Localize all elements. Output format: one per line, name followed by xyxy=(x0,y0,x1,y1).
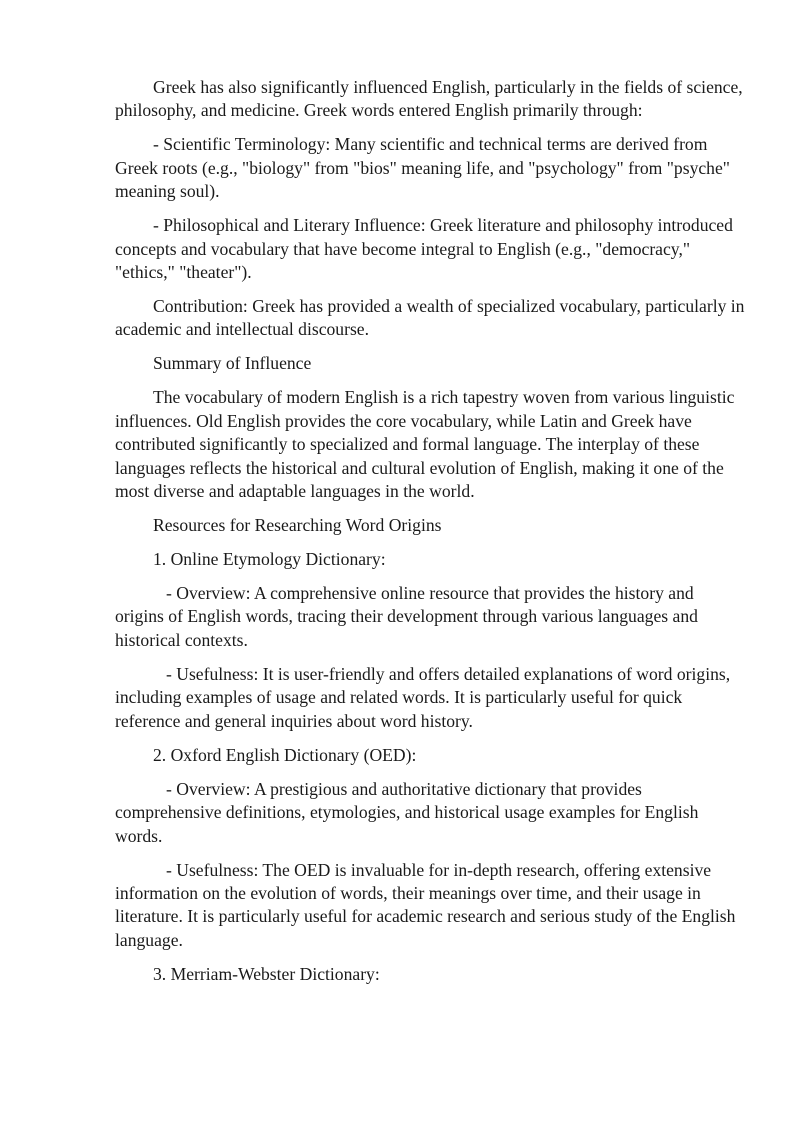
paragraph-etymology-usefulness: - Usefulness: It is user-friendly and offers detailed explanations of word origins, including examples of usage and related words. It is particularly useful for quick reference and general inquiries about word history. xyxy=(115,663,731,731)
heading-resources: Resources for Researching Word Origins xyxy=(153,515,442,536)
document-body xyxy=(115,76,745,997)
paragraph-oed-overview: - Overview: A prestigious and authoritative dictionary that provides comprehensive definitions, etymologies, and historical usage examples for English words. xyxy=(115,778,699,846)
heading-summary-of-influence: Summary of Influence xyxy=(153,353,312,374)
paragraph-summary: The vocabulary of modern English is a rich tapestry woven from various linguistic influences. Old English provides the core vocabulary, while Latin and Greek have contributed significantly to specialized and formal language. The interplay of these languages reflects the historical and cultural evolution of English, making it one of the most diverse and adaptable languages in the world. xyxy=(115,387,735,502)
paragraph-philosophical-influence: - Philosophical and Literary Influence: Greek literature and philosophy introduced concepts and vocabulary that have become integral to English (e.g., "democracy," "ethics," "theater"). xyxy=(115,215,733,283)
paragraph-etymology-overview: - Overview: A comprehensive online resource that provides the history and origins of English words, tracing their development through various languages and historical contexts. xyxy=(115,583,698,650)
paragraph-oed-usefulness: - Usefulness: The OED is invaluable for in-depth research, offering extensive information on the evolution of words, their meanings over time, and their usage in literature. It is particularly useful for academic research and serious study of the English language. xyxy=(115,859,736,950)
list-item-merriam-webster: 3. Merriam-Webster Dictionary: xyxy=(153,963,380,984)
paragraph-greek-influence: Greek has also significantly influenced English, particularly in the fields of science, philosophy, and medicine. Greek words entered English primarily through: xyxy=(115,77,743,121)
list-item-oed: 2. Oxford English Dictionary (OED): xyxy=(153,744,417,765)
list-item-online-etymology: 1. Online Etymology Dictionary: xyxy=(153,549,386,570)
paragraph-greek-contribution: Contribution: Greek has provided a wealth of specialized vocabulary, particularly in academic and intellectual discourse. xyxy=(115,296,745,340)
paragraph-scientific-terminology: - Scientific Terminology: Many scientific and technical terms are derived from Greek roots (e.g., "biology" from "bios" meaning life, and "psychology" from "psyche" meaning soul). xyxy=(115,134,730,202)
